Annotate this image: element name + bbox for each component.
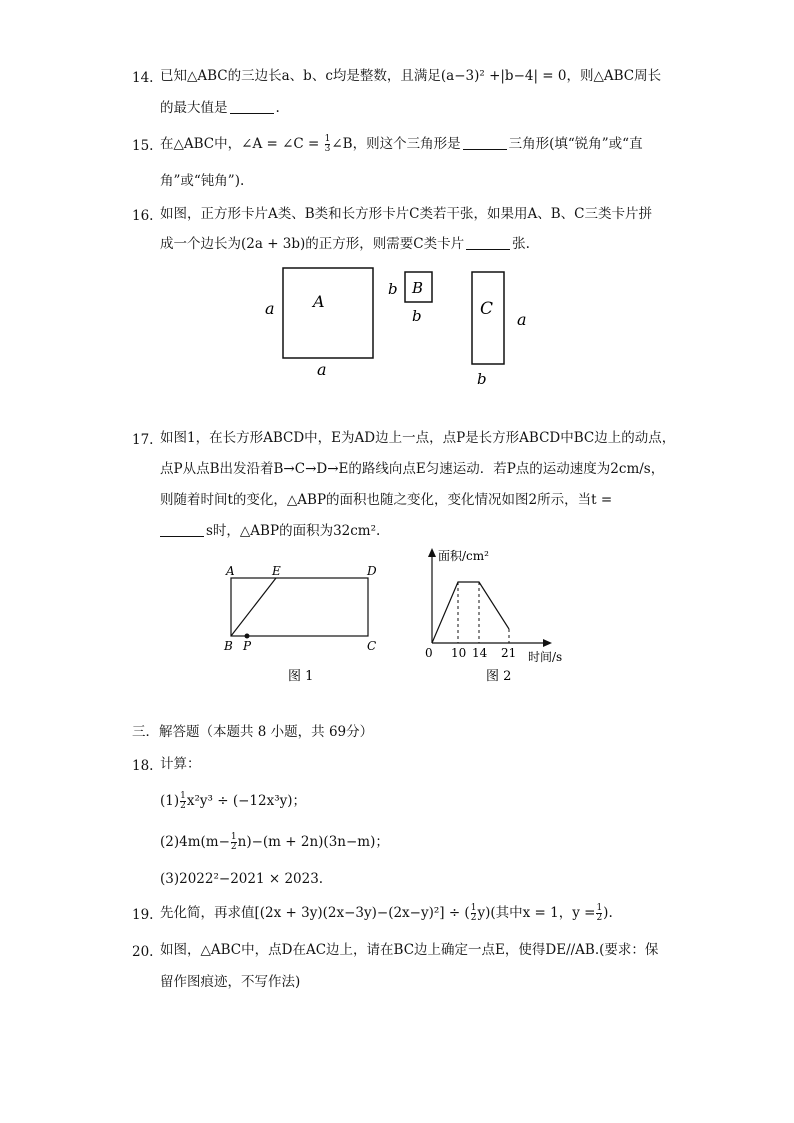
card-a-side-label: a [265,299,275,318]
q20-line2: 留作图痕迹，不写作法) [160,974,301,990]
q19-fraction2 [596,904,602,923]
tick-10: 10 [451,646,467,660]
card-c-bottom-label: b [477,370,487,388]
q15-frac-num: 1 [324,134,331,144]
q18-p1-frac-num: 1 [180,791,186,801]
q18-title: 计算： [160,756,201,772]
q18-p2-frac-num: 1 [230,832,237,842]
q15-frac-den: 3 [324,144,331,154]
x-axis-label: 时间/s [528,650,563,664]
q18-part2 [160,832,389,852]
q18-p2-frac-den: 2 [230,842,237,852]
q15-line1-mid: ∠B，则这个三角形是 [331,136,461,152]
section3-title: 三．解答题（本题共 8 小题，共 69分） [132,724,374,740]
q19-frac1-den: 2 [470,913,477,923]
label-b: B [224,639,233,653]
q18-part3: (3)2022²−2021 × 2023. [160,871,324,887]
q15-line1-post: 三角形(填“锐角”或“直 [508,136,643,152]
q19-number: 19. [132,907,154,923]
q18-part1 [160,791,306,811]
tick-14: 14 [472,646,488,660]
label-a: A [226,564,235,578]
card-c-label: C [480,299,494,319]
q14-number: 14. [132,70,154,86]
q14-line2-post: . [275,100,280,116]
q18-p2-fraction [231,833,237,852]
q20-line1: 如图，△ABC中，点D在AC边上，请在BC边上确定一点E，使得DE//AB.(要求：保 [160,942,659,958]
q16-line2-post: 张. [512,236,530,252]
q16-number: 16. [132,208,154,224]
label-d: D [367,564,377,578]
q18-p1-pre: (1) [160,793,180,809]
q15-line1 [160,134,643,154]
segment-be [231,578,276,636]
q16-figure [255,262,545,392]
point-p [245,634,250,639]
q18-p2-post: n)−(m + 2n)(3n−m)； [237,834,389,850]
q17-line4-post: s时，△ABP的面积为32cm². [206,523,381,539]
q19-mid: y)(其中x = 1，y = [477,905,596,921]
card-b-bottom-label: b [412,307,422,325]
y-axis-label: 面积/cm² [438,549,489,563]
figure1-caption: 图 1 [288,669,314,684]
q16-line2-pre: 成一个边长为(2a + 3b)的正方形，则需要C类卡片 [160,236,465,252]
q18-p1-fraction [180,792,186,811]
q19-fraction1 [471,904,477,923]
q19-post: ). [603,905,613,921]
q17-number: 17. [132,432,154,448]
tick-21: 21 [501,646,517,660]
q14-line1: 已知△ABC的三边长a、b、c均是整数，且满足(a−3)² +|b−4| = 0，则△ABC周长 [160,68,662,84]
q14-answer-blank[interactable] [230,99,274,114]
q15-fraction [325,135,331,154]
q17-figure1 [218,560,388,685]
q19-frac2-num: 1 [596,903,603,913]
q18-p2-pre: (2)4m(m− [160,834,230,850]
q15-number: 15. [132,138,154,154]
x-axis-arrow [543,639,552,647]
card-b-label: B [412,279,424,297]
q15-line1-pre: 在△ABC中，∠A = ∠C = [160,136,320,152]
q14-line2 [160,98,280,118]
origin-label: 0 [425,646,433,660]
card-b-side-label: b [388,280,398,298]
q19-pre: 先化简，再求值[(2x + 3y)(2x−3y)−(2x−y)²] ÷ ( [160,905,470,921]
rectangle-abcd [231,578,368,636]
y-axis-arrow [428,548,436,557]
q17-line4 [160,521,380,541]
card-a-label: A [313,292,325,311]
q19-line [160,903,613,923]
q19-frac1-num: 1 [470,903,477,913]
q20-number: 20. [132,944,154,960]
q17-line1: 如图1，在长方形ABCD中，E为AD边上一点，点P是长方形ABCD中BC边上的动点， [160,430,676,446]
q16-answer-blank[interactable] [466,235,510,250]
q17-line2: 点P从点B出发沿着B→C→D→E的路线向点E匀速运动．若P点的运动速度为2cm/s， [160,461,665,477]
area-curve [432,582,509,643]
q16-line2 [160,234,530,254]
q17-figure2 [418,545,598,685]
label-c: C [367,639,377,653]
q15-line2: 角”或“钝角”). [160,173,245,189]
label-p: P [243,639,252,653]
q14-line2-pre: 的最大值是 [160,100,228,116]
q17-line3: 则随着时间t的变化，△ABP的面积也随之变化，变化情况如图2所示，当t = [160,492,613,508]
q18-p1-post: x²y³ ÷ (−12x³y)； [186,793,306,809]
q19-frac2-den: 2 [596,913,603,923]
card-a-square [283,268,373,358]
figure2-caption: 图 2 [486,669,512,684]
label-e: E [272,564,281,578]
q17-answer-blank[interactable] [160,522,204,537]
card-a-bottom-label: a [317,360,327,379]
q16-line1: 如图，正方形卡片A类、B类和长方形卡片C类若干张，如果用A、B、C三类卡片拼 [160,206,652,222]
q18-number: 18. [132,758,154,774]
card-c-side-label: a [517,310,527,329]
q18-p1-frac-den: 2 [180,801,186,811]
q15-answer-blank[interactable] [463,135,507,150]
